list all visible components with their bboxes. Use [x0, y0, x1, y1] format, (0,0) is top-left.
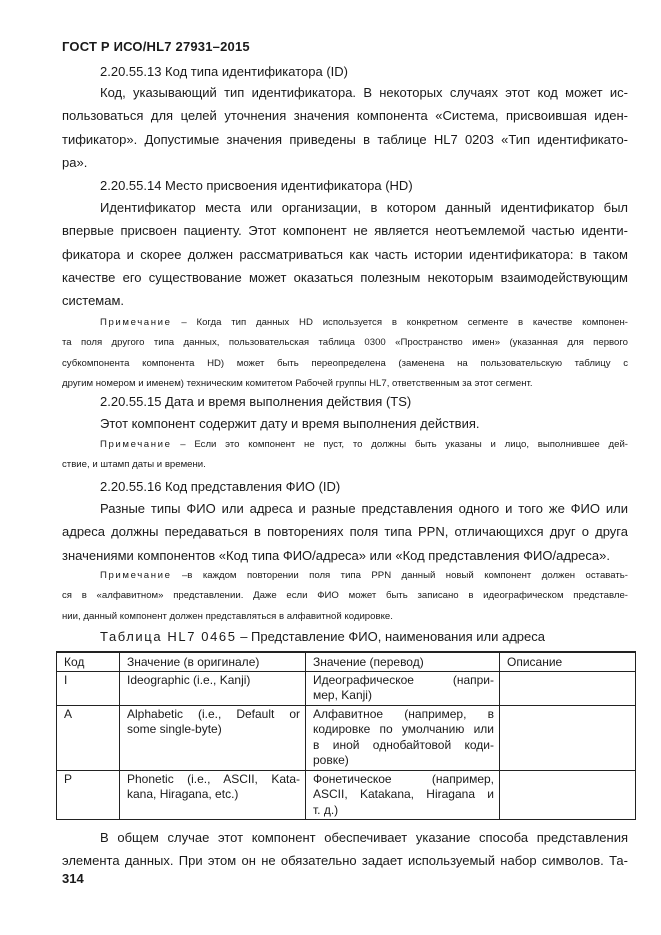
note-line: нии, данный компонент должен представляться в алфавитной кодировке. [62, 610, 393, 622]
text-line: качестве его существование может оказаться полезным некоторым взаимодействующим [62, 269, 628, 285]
code-cell: P [57, 770, 120, 820]
table-row [57, 705, 636, 770]
translated-value-cell [306, 705, 500, 770]
note-line: ствие, и штамп даты и времени. [62, 459, 206, 471]
cell-line: some single-byte) [127, 722, 222, 736]
note-line: ся в «алфавитном» представлении. Даже если ФИО может быть записано в идеографическом представле- [62, 590, 628, 602]
column-header: Значение (перевод) [306, 652, 500, 671]
final-paragraph [62, 826, 628, 873]
original-value-cell [120, 705, 306, 770]
column-header: Значение (в оригинале) [120, 652, 306, 671]
cell-line: т. д.) [313, 802, 339, 817]
text-line: ра». [62, 154, 88, 170]
table-caption-text: – Представление ФИО, наименования или адреса [236, 629, 545, 644]
note-line: субкомпонента компонента HD) может быть переопределена (заменена на пользовательскую таблицу с [62, 357, 628, 369]
description-cell [500, 770, 636, 820]
column-header: Описание [500, 652, 636, 671]
text-line: пользоваться для целей уточнения значения компонента «Система, присвоившая иден- [62, 108, 628, 124]
text-line: Код, указывающий тип идентификатора. В некоторых случаях этот код может ис- [100, 85, 628, 100]
note-label: Примечание [100, 570, 172, 581]
original-value-cell [120, 671, 306, 705]
cell-line: в иной однобайтовой коди- [313, 737, 494, 752]
code-cell: I [57, 671, 120, 705]
text-line: впервые присвоен пациенту. Этот компонент не является неотъемлемой частью иденти- [62, 223, 628, 239]
note-15 [62, 435, 628, 476]
table-header-row [57, 652, 636, 671]
cell-line: Фонетическое (например, [313, 771, 494, 786]
note-label: Примечание [100, 317, 172, 328]
section-title-16: 2.20.55.16 Код представления ФИО (ID) [100, 479, 341, 494]
table-caption-label: Таблица HL7 0465 [100, 629, 237, 644]
section-14-body [62, 196, 628, 312]
text-line: значениями компонентов «Код типа ФИО/адреса» или «Код представления ФИО/адреса». [62, 547, 610, 563]
translated-value-cell [306, 770, 500, 820]
note-16 [62, 566, 628, 627]
section-title-13: 2.20.55.13 Код типа идентификатора (ID) [100, 64, 348, 79]
description-cell [500, 705, 636, 770]
note-14 [62, 313, 628, 394]
cell-line: Alphabetic (i.e., Default or [127, 706, 300, 721]
note-line: Примечание –в каждом повторении поля типа PPN данный новый компонент должен оставать- [100, 570, 628, 581]
section-16-body [62, 497, 628, 567]
section-15-body [62, 412, 628, 435]
translated-value-cell [306, 671, 500, 705]
page-number: 314 [62, 871, 84, 886]
description-cell [500, 671, 636, 705]
text-line: Этот компонент содержит дату и время выполнения действия. [100, 416, 480, 431]
text-line: системам. [62, 293, 125, 309]
code-cell: A [57, 705, 120, 770]
text-line: тификатор». Допустимые значения приведены в таблице HL7 0203 «Тип идентификато- [62, 131, 628, 147]
section-13-body [62, 81, 628, 174]
text-line: фикатора и скорее должен рассматриваться как часть истории идентификатора: в таком [62, 246, 628, 262]
section-title-14: 2.20.55.14 Место присвоения идентификатора (HD) [100, 178, 413, 193]
note-line: Примечание – Если это компонент не пуст, то должны быть указаны и лицо, выполнившее дей- [100, 439, 628, 450]
text-line: В общем случае этот компонент обеспечивает указание способа представления [100, 830, 628, 845]
cell-line: kana, Hiragana, etc.) [127, 787, 239, 801]
code-table [56, 651, 636, 820]
text-line: Идентификатор места или организации, в котором данный идентификатор был [100, 200, 628, 215]
cell-line: Ideographic (i.e., Kanji) [127, 672, 251, 687]
section-title-15: 2.20.55.15 Дата и время выполнения действия (TS) [100, 394, 412, 409]
cell-line: кодировке по умолчанию или [313, 722, 494, 736]
cell-line: ASCII, Katakana, Hiragana и [313, 787, 494, 801]
table-row [57, 770, 636, 820]
original-value-cell [120, 770, 306, 820]
cell-line: мер, Kanji) [313, 688, 372, 702]
cell-line: ровке) [313, 753, 349, 767]
text-line: Разные типы ФИО или адреса и разные представления одного и того же ФИО или [100, 501, 628, 516]
note-line: Примечание – Когда тип данных HD используется в конкретном сегменте в качестве компонен- [100, 317, 628, 328]
note-label: Примечание [100, 439, 172, 450]
cell-line: Идеографическое (напри- [313, 672, 494, 687]
column-header: Код [57, 652, 120, 671]
text-line: адреса должны передаваться в повторениях поля типа PPN, отличающихся друг о друга [62, 524, 628, 540]
cell-line: Алфавитное (например, в [313, 706, 494, 721]
table-row [57, 671, 636, 705]
note-line: другим номером и именем) техническим комитетом Рабочей группы HL7, ответственным за этот сегмент. [62, 377, 533, 389]
text-line: элемента данных. При этом он не обязательно задает используемый набор символов. Та- [62, 853, 628, 869]
note-line: та поля другого типа данных, пользовательская таблица 0300 «Пространство имен» (указанная для первого [62, 337, 628, 349]
document-header: ГОСТ Р ИСО/HL7 27931–2015 [62, 39, 250, 54]
cell-line: Phonetic (i.e., ASCII, Kata- [127, 771, 300, 786]
table-caption [100, 629, 545, 644]
